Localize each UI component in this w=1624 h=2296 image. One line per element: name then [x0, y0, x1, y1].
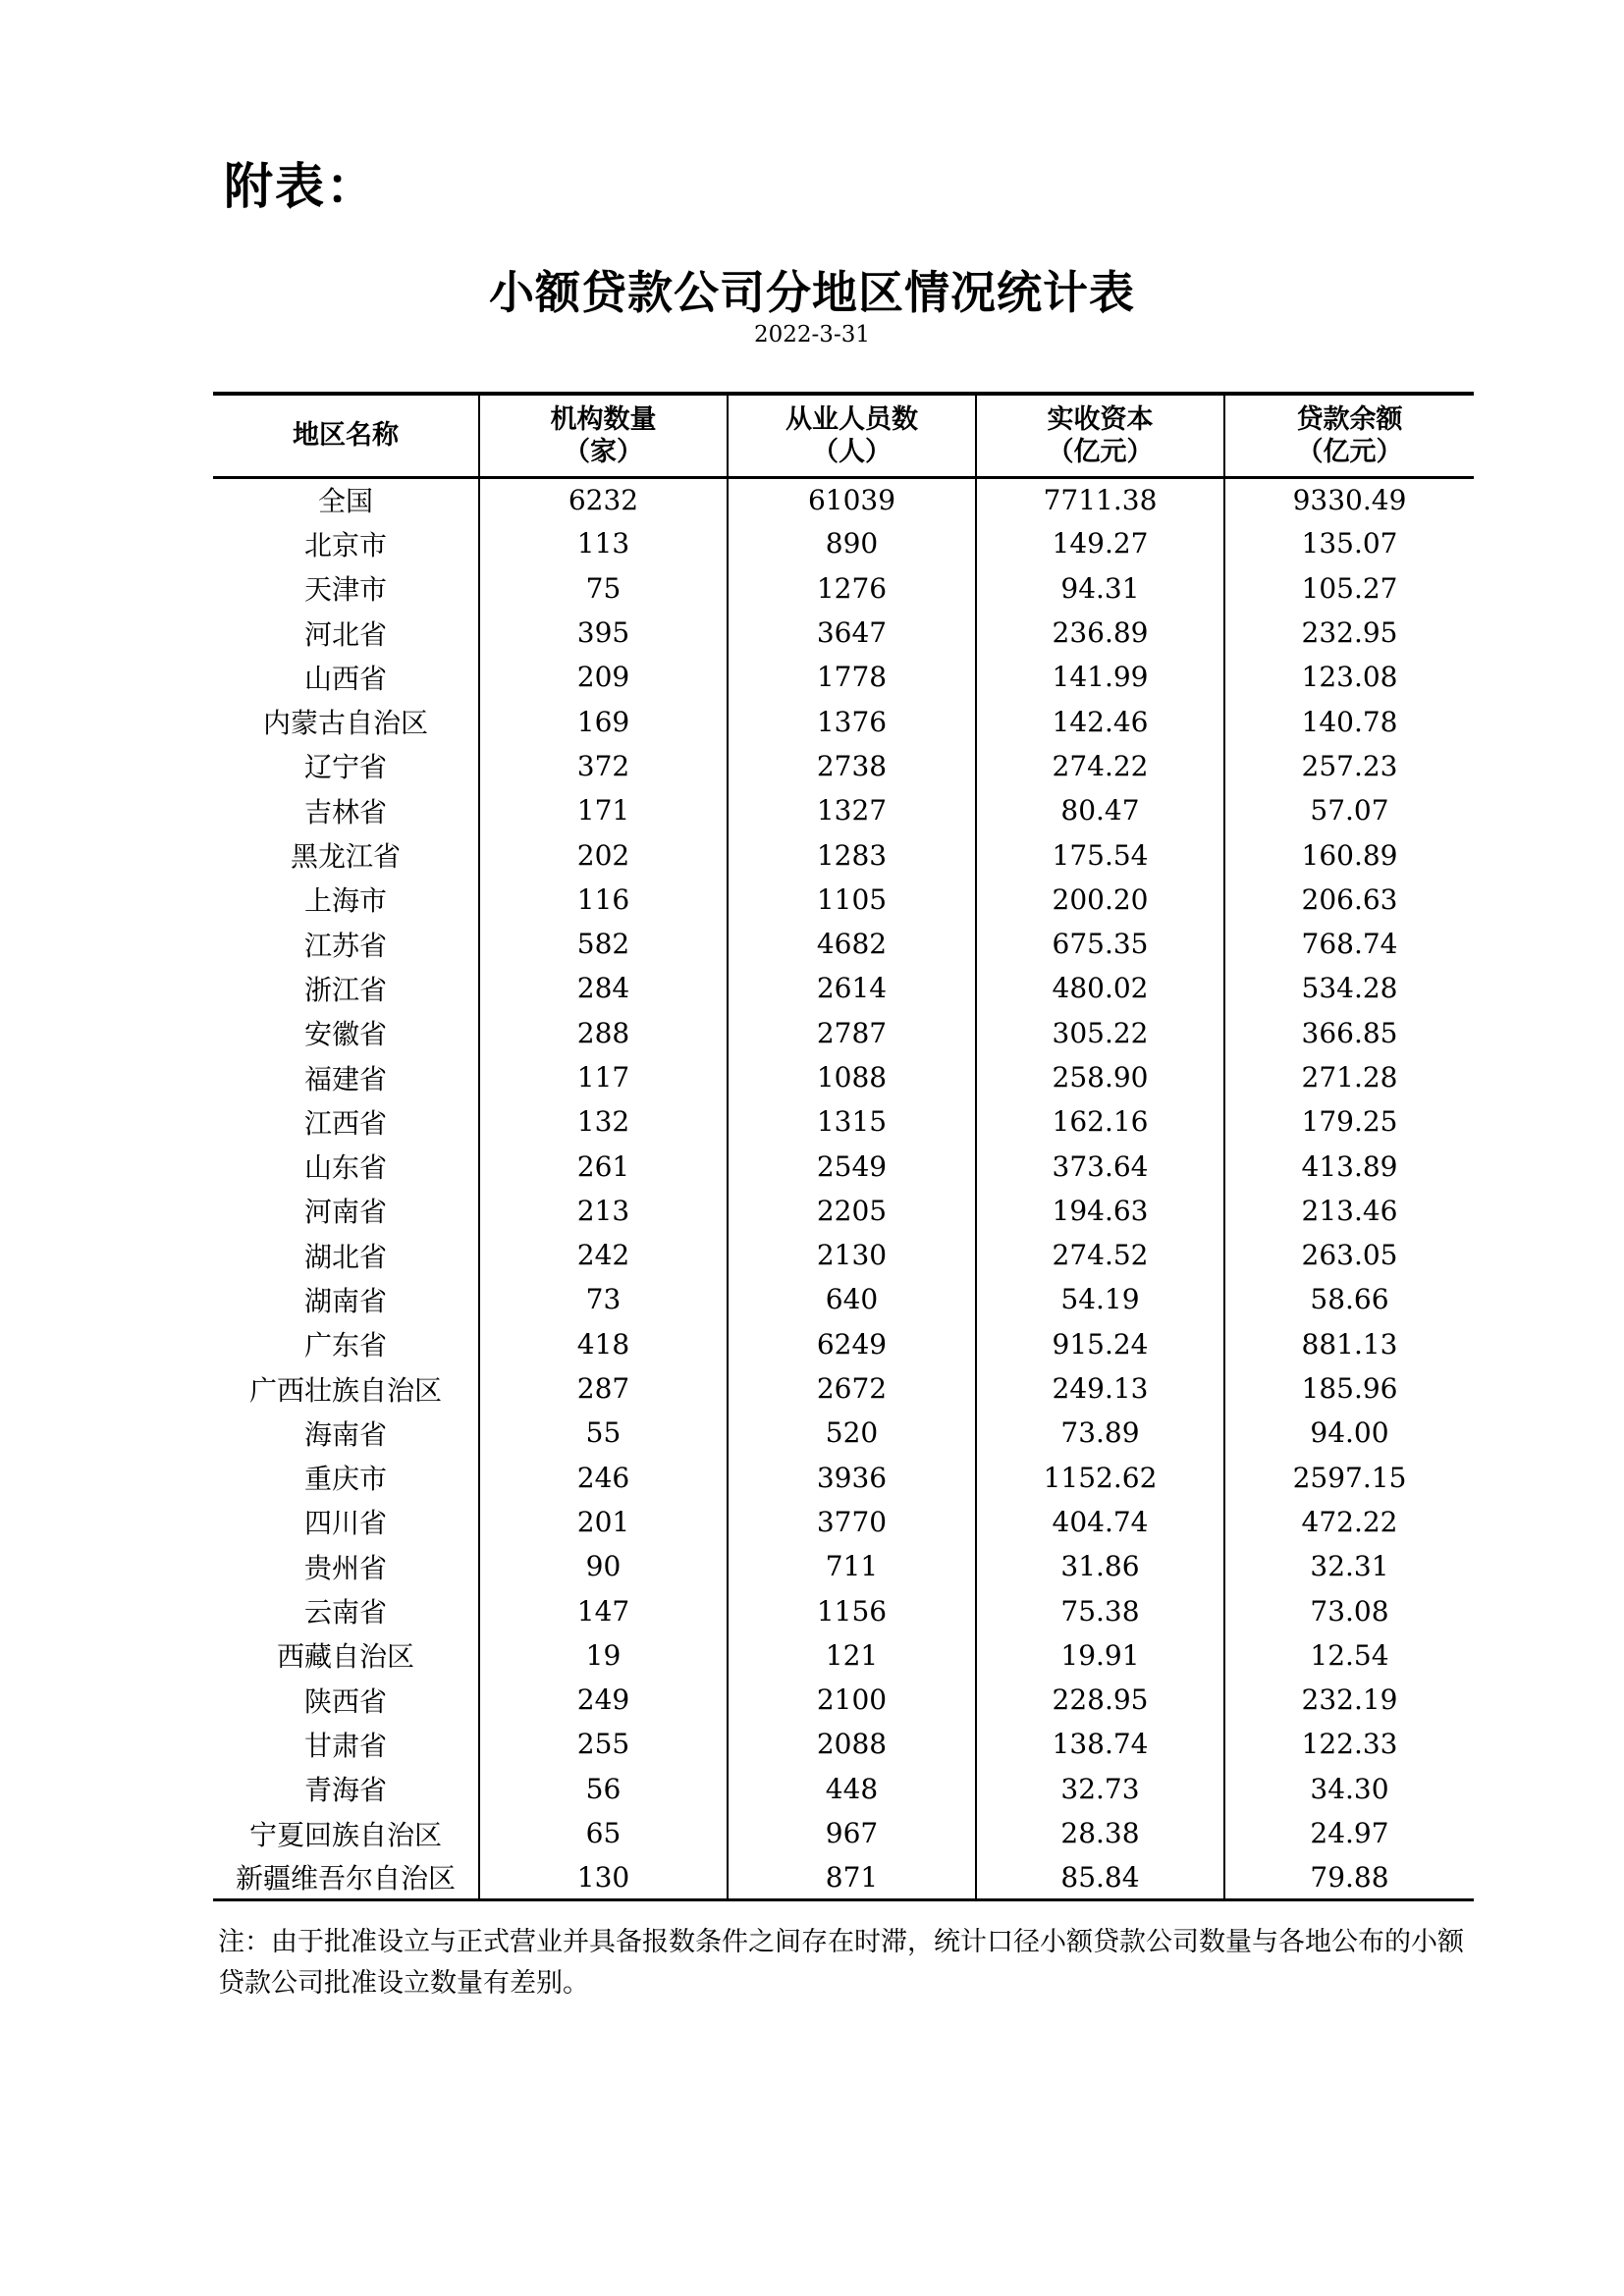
paid-in-capital-cell: 200.20: [976, 878, 1224, 922]
table-row: [213, 1233, 1474, 1277]
table-row: [213, 1456, 1474, 1500]
loan-balance-cell: 413.89: [1224, 1144, 1474, 1188]
page-heading: 附表：: [224, 158, 377, 215]
institutions-cell: 201: [479, 1500, 728, 1544]
paid-in-capital-cell: 54.19: [976, 1277, 1224, 1321]
loan-balance-cell: 263.05: [1224, 1233, 1474, 1277]
paid-in-capital-cell: 228.95: [976, 1678, 1224, 1722]
institutions-cell: 287: [479, 1366, 728, 1411]
paid-in-capital-cell: 274.52: [976, 1233, 1224, 1277]
table-row: [213, 655, 1474, 699]
table-row: [213, 699, 1474, 743]
employees-cell: 1778: [728, 655, 976, 699]
loan-balance-cell: 206.63: [1224, 878, 1474, 922]
paid-in-capital-cell: 236.89: [976, 611, 1224, 655]
paid-in-capital-cell: 31.86: [976, 1544, 1224, 1588]
region-cell: 山西省: [303, 662, 387, 695]
employees-cell: 2738: [728, 744, 976, 788]
paid-in-capital-cell: 149.27: [976, 521, 1224, 565]
employees-cell: 1156: [728, 1588, 976, 1632]
employees-cell: 1283: [728, 832, 976, 877]
region-cell: 内蒙古自治区: [262, 707, 428, 740]
paid-in-capital-cell: 249.13: [976, 1366, 1224, 1411]
employees-cell: 6249: [728, 1322, 976, 1366]
loan-balance-cell: 232.19: [1224, 1678, 1474, 1722]
loan-balance-cell: 9330.49: [1224, 477, 1474, 521]
institutions-cell: 255: [479, 1722, 728, 1766]
loan-balance-cell: 140.78: [1224, 699, 1474, 743]
employees-cell: 4682: [728, 922, 976, 966]
table-row: [213, 1099, 1474, 1144]
table-row: [213, 1588, 1474, 1632]
table-row: [213, 1011, 1474, 1055]
statistics-table: [213, 392, 1474, 1901]
region-cell: 湖北省: [303, 1240, 387, 1273]
paid-in-capital-cell: 915.24: [976, 1322, 1224, 1366]
paid-in-capital-cell: 75.38: [976, 1588, 1224, 1632]
region-cell: 宁夏回族自治区: [248, 1818, 442, 1851]
institutions-cell: 246: [479, 1456, 728, 1500]
employees-cell: 711: [728, 1544, 976, 1588]
employees-cell: 1088: [728, 1055, 976, 1099]
loan-balance-cell: 32.31: [1224, 1544, 1474, 1588]
institutions-cell: 130: [479, 1855, 728, 1899]
loan-balance-cell: 34.30: [1224, 1767, 1474, 1811]
institutions-cell: 249: [479, 1678, 728, 1722]
employees-cell: 1376: [728, 699, 976, 743]
employees-cell: 520: [728, 1411, 976, 1455]
loan-balance-cell: 160.89: [1224, 832, 1474, 877]
employees-cell: 1276: [728, 566, 976, 611]
table-row: [213, 1366, 1474, 1411]
region-cell: 四川省: [303, 1507, 387, 1540]
employees-cell: 2088: [728, 1722, 976, 1766]
employees-cell: 2130: [728, 1233, 976, 1277]
institutions-cell: 90: [479, 1544, 728, 1588]
loan-balance-cell: 271.28: [1224, 1055, 1474, 1099]
region-cell: 西藏自治区: [276, 1640, 414, 1674]
header-region-label: 地区名称: [293, 420, 399, 452]
region-cell: 青海省: [303, 1774, 387, 1807]
institutions-cell: 117: [479, 1055, 728, 1099]
employees-cell: 121: [728, 1633, 976, 1678]
region-cell: 海南省: [303, 1417, 387, 1451]
header-paid-in-capital-label: 实收资本: [1047, 403, 1154, 435]
employees-cell: 2672: [728, 1366, 976, 1411]
paid-in-capital-cell: 194.63: [976, 1189, 1224, 1233]
employees-cell: 890: [728, 521, 976, 565]
report-date: 2022-3-31: [754, 322, 870, 347]
institutions-cell: 56: [479, 1767, 728, 1811]
loan-balance-cell: 58.66: [1224, 1277, 1474, 1321]
paid-in-capital-cell: 80.47: [976, 788, 1224, 832]
institutions-cell: 55: [479, 1411, 728, 1455]
header-institutions-label: 机构数量: [550, 403, 657, 435]
institutions-cell: 73: [479, 1277, 728, 1321]
table-body: [213, 477, 1474, 1900]
header-employees-label: 从业人员数: [785, 403, 918, 435]
paid-in-capital-cell: 7711.38: [976, 477, 1224, 521]
institutions-cell: 395: [479, 611, 728, 655]
table-row: [213, 477, 1474, 521]
region-cell: 浙江省: [303, 973, 387, 1006]
region-cell: 广西壮族自治区: [248, 1373, 442, 1407]
paid-in-capital-cell: 258.90: [976, 1055, 1224, 1099]
region-cell: 湖南省: [303, 1284, 387, 1317]
header-loan-balance: [1224, 394, 1474, 477]
paid-in-capital-cell: 274.22: [976, 744, 1224, 788]
region-cell: 上海市: [303, 884, 387, 918]
table-row: [213, 521, 1474, 565]
employees-cell: 3770: [728, 1500, 976, 1544]
loan-balance-cell: 472.22: [1224, 1500, 1474, 1544]
header-paid-in-capital-unit: （亿元）: [1047, 436, 1154, 467]
employees-cell: 640: [728, 1277, 976, 1321]
paid-in-capital-cell: 404.74: [976, 1500, 1224, 1544]
institutions-cell: 116: [479, 878, 728, 922]
loan-balance-cell: 79.88: [1224, 1855, 1474, 1899]
institutions-cell: 213: [479, 1189, 728, 1233]
institutions-cell: 242: [479, 1233, 728, 1277]
region-cell: 江苏省: [303, 929, 387, 962]
table-row: [213, 744, 1474, 788]
employees-cell: 1327: [728, 788, 976, 832]
header-institutions-unit: （家）: [564, 436, 643, 467]
employees-cell: 2549: [728, 1144, 976, 1188]
employees-cell: 61039: [728, 477, 976, 521]
table-row: [213, 566, 1474, 611]
paid-in-capital-cell: 73.89: [976, 1411, 1224, 1455]
institutions-cell: 147: [479, 1588, 728, 1632]
institutions-cell: 582: [479, 922, 728, 966]
employees-cell: 2614: [728, 966, 976, 1010]
loan-balance-cell: 185.96: [1224, 1366, 1474, 1411]
loan-balance-cell: 24.97: [1224, 1811, 1474, 1855]
institutions-cell: 6232: [479, 477, 728, 521]
region-cell: 北京市: [303, 528, 387, 561]
paid-in-capital-cell: 138.74: [976, 1722, 1224, 1766]
paid-in-capital-cell: 94.31: [976, 566, 1224, 611]
loan-balance-cell: 57.07: [1224, 788, 1474, 832]
paid-in-capital-cell: 162.16: [976, 1099, 1224, 1144]
loan-balance-cell: 768.74: [1224, 922, 1474, 966]
table-row: [213, 611, 1474, 655]
table-row: [213, 1678, 1474, 1722]
loan-balance-cell: 881.13: [1224, 1322, 1474, 1366]
region-cell: 吉林省: [303, 795, 387, 828]
table-row: [213, 1277, 1474, 1321]
table-row: [213, 1811, 1474, 1855]
loan-balance-cell: 232.95: [1224, 611, 1474, 655]
loan-balance-cell: 94.00: [1224, 1411, 1474, 1455]
header-paid-in-capital: [976, 394, 1224, 477]
region-cell: 江西省: [303, 1106, 387, 1140]
institutions-cell: 261: [479, 1144, 728, 1188]
region-cell: 辽宁省: [303, 751, 387, 784]
table-row: [213, 1500, 1474, 1544]
table-row: [213, 966, 1474, 1010]
loan-balance-cell: 73.08: [1224, 1588, 1474, 1632]
table-header: [213, 394, 1474, 477]
header-loan-balance-unit: （亿元）: [1296, 436, 1403, 467]
employees-cell: 967: [728, 1811, 976, 1855]
footnote: 注：由于批准设立与正式营业并具备报数条件之间存在时滞，统计口径小额贷款公司数量与各地公布的小额贷款公司批准设立数量有差别。: [218, 1927, 1464, 1999]
loan-balance-cell: 123.08: [1224, 655, 1474, 699]
paid-in-capital-cell: 1152.62: [976, 1456, 1224, 1500]
region-cell: 甘肃省: [303, 1729, 387, 1762]
paid-in-capital-cell: 32.73: [976, 1767, 1224, 1811]
region-cell: 福建省: [303, 1062, 387, 1095]
paid-in-capital-cell: 85.84: [976, 1855, 1224, 1899]
institutions-cell: 132: [479, 1099, 728, 1144]
region-cell: 山东省: [303, 1151, 387, 1185]
header-region: [213, 394, 479, 477]
region-cell: 重庆市: [303, 1463, 387, 1496]
region-cell: 广东省: [303, 1329, 387, 1362]
paid-in-capital-cell: 480.02: [976, 966, 1224, 1010]
table-title: 小额贷款公司分地区情况统计表: [489, 266, 1135, 319]
table-row: [213, 1055, 1474, 1099]
employees-cell: 448: [728, 1767, 976, 1811]
region-cell: 河北省: [303, 617, 387, 651]
region-cell: 贵州省: [303, 1551, 387, 1584]
loan-balance-cell: 105.27: [1224, 566, 1474, 611]
region-cell: 安徽省: [303, 1018, 387, 1051]
loan-balance-cell: 366.85: [1224, 1011, 1474, 1055]
loan-balance-cell: 257.23: [1224, 744, 1474, 788]
employees-cell: 2205: [728, 1189, 976, 1233]
table-row: [213, 1767, 1474, 1811]
paid-in-capital-cell: 175.54: [976, 832, 1224, 877]
region-cell: 天津市: [303, 573, 387, 607]
header-employees-unit: （人）: [812, 436, 892, 467]
employees-cell: 2787: [728, 1011, 976, 1055]
institutions-cell: 169: [479, 699, 728, 743]
table-row: [213, 922, 1474, 966]
employees-cell: 3936: [728, 1456, 976, 1500]
loan-balance-cell: 2597.15: [1224, 1456, 1474, 1500]
paid-in-capital-cell: 19.91: [976, 1633, 1224, 1678]
region-cell: 全国: [317, 485, 373, 518]
paid-in-capital-cell: 141.99: [976, 655, 1224, 699]
paid-in-capital-cell: 305.22: [976, 1011, 1224, 1055]
table-row: [213, 1633, 1474, 1678]
table-row: [213, 1322, 1474, 1366]
institutions-cell: 418: [479, 1322, 728, 1366]
employees-cell: 1105: [728, 878, 976, 922]
loan-balance-cell: 534.28: [1224, 966, 1474, 1010]
region-cell: 黑龙江省: [290, 840, 401, 874]
loan-balance-cell: 179.25: [1224, 1099, 1474, 1144]
paid-in-capital-cell: 675.35: [976, 922, 1224, 966]
employees-cell: 3647: [728, 611, 976, 655]
employees-cell: 871: [728, 1855, 976, 1899]
table-row: [213, 1855, 1474, 1899]
institutions-cell: 75: [479, 566, 728, 611]
region-cell: 陕西省: [303, 1684, 387, 1718]
region-cell: 新疆维吾尔自治区: [213, 1855, 479, 1899]
employees-cell: 2100: [728, 1678, 976, 1722]
loan-balance-cell: 213.46: [1224, 1189, 1474, 1233]
institutions-cell: 19: [479, 1633, 728, 1678]
table-row: [213, 1411, 1474, 1455]
table-row: [213, 878, 1474, 922]
employees-cell: 1315: [728, 1099, 976, 1144]
institutions-cell: 113: [479, 521, 728, 565]
institutions-cell: 171: [479, 788, 728, 832]
loan-balance-cell: 12.54: [1224, 1633, 1474, 1678]
institutions-cell: 202: [479, 832, 728, 877]
paid-in-capital-cell: 373.64: [976, 1144, 1224, 1188]
institutions-cell: 65: [479, 1811, 728, 1855]
region-cell: 云南省: [303, 1596, 387, 1629]
paid-in-capital-cell: 28.38: [976, 1811, 1224, 1855]
table-row: [213, 1722, 1474, 1766]
loan-balance-cell: 122.33: [1224, 1722, 1474, 1766]
header-employees: [728, 394, 976, 477]
institutions-cell: 372: [479, 744, 728, 788]
institutions-cell: 284: [479, 966, 728, 1010]
table-row: [213, 1544, 1474, 1588]
table-row: [213, 832, 1474, 877]
header-row: [213, 394, 1474, 477]
header-loan-balance-label: 贷款余额: [1296, 403, 1403, 435]
table-row: [213, 788, 1474, 832]
table-row: [213, 1189, 1474, 1233]
institutions-cell: 288: [479, 1011, 728, 1055]
region-cell: 河南省: [303, 1196, 387, 1229]
table-row: [213, 1144, 1474, 1188]
institutions-cell: 209: [479, 655, 728, 699]
loan-balance-cell: 135.07: [1224, 521, 1474, 565]
header-institutions: [479, 394, 728, 477]
paid-in-capital-cell: 142.46: [976, 699, 1224, 743]
